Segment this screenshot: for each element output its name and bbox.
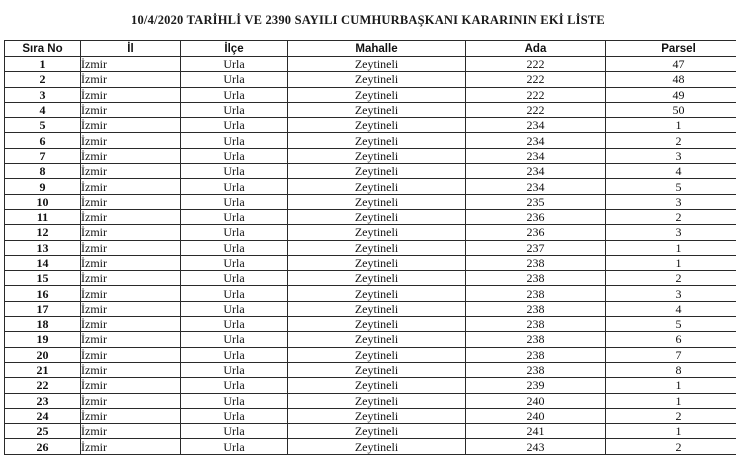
cell-il: İzmir: [81, 255, 181, 270]
cell-parsel: 47: [606, 57, 736, 72]
table-row: [5, 408, 736, 423]
table-row: [5, 393, 736, 408]
cell-il: İzmir: [81, 118, 181, 133]
table-row: [5, 424, 736, 439]
cell-parsel: 2: [606, 408, 736, 423]
cell-ada: 234: [466, 133, 606, 148]
cell-mahalle: Zeytineli: [288, 286, 466, 301]
table-row: [5, 332, 736, 347]
cell-ilce: Urla: [181, 255, 288, 270]
table-row: [5, 194, 736, 209]
cell-sira-no: 7: [5, 148, 81, 163]
cell-il: İzmir: [81, 362, 181, 377]
cell-parsel: 3: [606, 148, 736, 163]
cell-mahalle: Zeytineli: [288, 347, 466, 362]
cell-parsel: 1: [606, 255, 736, 270]
cell-mahalle: Zeytineli: [288, 439, 466, 454]
cell-ilce: Urla: [181, 408, 288, 423]
table-header-row: [5, 41, 736, 57]
cell-ilce: Urla: [181, 102, 288, 117]
table-row: [5, 57, 736, 72]
cell-ilce: Urla: [181, 362, 288, 377]
cell-sira-no: 23: [5, 393, 81, 408]
table-row: [5, 118, 736, 133]
cell-ada: 239: [466, 378, 606, 393]
cell-sira-no: 6: [5, 133, 81, 148]
cell-parsel: 1: [606, 424, 736, 439]
cell-il: İzmir: [81, 408, 181, 423]
cell-parsel: 4: [606, 164, 736, 179]
cell-il: İzmir: [81, 194, 181, 209]
cell-sira-no: 8: [5, 164, 81, 179]
cell-il: İzmir: [81, 286, 181, 301]
cell-il: İzmir: [81, 332, 181, 347]
table-row: [5, 148, 736, 163]
cell-sira-no: 5: [5, 118, 81, 133]
cell-il: İzmir: [81, 87, 181, 102]
cell-il: İzmir: [81, 225, 181, 240]
table-row: [5, 87, 736, 102]
table-row: [5, 240, 736, 255]
cell-ada: 234: [466, 179, 606, 194]
cell-ada: 241: [466, 424, 606, 439]
table-row: [5, 209, 736, 224]
cell-il: İzmir: [81, 317, 181, 332]
cell-sira-no: 26: [5, 439, 81, 454]
table-row: [5, 301, 736, 316]
cell-mahalle: Zeytineli: [288, 225, 466, 240]
cell-sira-no: 9: [5, 179, 81, 194]
cell-ada: 238: [466, 255, 606, 270]
cell-il: İzmir: [81, 102, 181, 117]
table-row: [5, 255, 736, 270]
cell-sira-no: 11: [5, 209, 81, 224]
cell-sira-no: 17: [5, 301, 81, 316]
header-mahalle: Mahalle: [288, 41, 466, 57]
cell-ilce: Urla: [181, 271, 288, 286]
table-row: [5, 317, 736, 332]
cell-ilce: Urla: [181, 133, 288, 148]
cell-sira-no: 18: [5, 317, 81, 332]
cell-parsel: 3: [606, 225, 736, 240]
table-row: [5, 164, 736, 179]
cell-il: İzmir: [81, 271, 181, 286]
cell-mahalle: Zeytineli: [288, 57, 466, 72]
cell-sira-no: 14: [5, 255, 81, 270]
cell-parsel: 7: [606, 347, 736, 362]
table-row: [5, 286, 736, 301]
table-row: [5, 378, 736, 393]
cell-mahalle: Zeytineli: [288, 72, 466, 87]
cell-il: İzmir: [81, 439, 181, 454]
cell-ada: 238: [466, 317, 606, 332]
cell-il: İzmir: [81, 133, 181, 148]
table-row: [5, 347, 736, 362]
cell-ada: 234: [466, 164, 606, 179]
cell-ilce: Urla: [181, 317, 288, 332]
cell-ada: 236: [466, 209, 606, 224]
table-row: [5, 133, 736, 148]
cell-sira-no: 1: [5, 57, 81, 72]
cell-ilce: Urla: [181, 118, 288, 133]
cell-ada: 240: [466, 393, 606, 408]
cell-mahalle: Zeytineli: [288, 424, 466, 439]
cell-sira-no: 25: [5, 424, 81, 439]
cell-il: İzmir: [81, 148, 181, 163]
cell-il: İzmir: [81, 57, 181, 72]
cell-ilce: Urla: [181, 57, 288, 72]
cell-ilce: Urla: [181, 301, 288, 316]
cell-parsel: 5: [606, 317, 736, 332]
cell-parsel: 6: [606, 332, 736, 347]
cell-ilce: Urla: [181, 378, 288, 393]
cell-ilce: Urla: [181, 393, 288, 408]
cell-parsel: 5: [606, 179, 736, 194]
cell-sira-no: 22: [5, 378, 81, 393]
cell-sira-no: 15: [5, 271, 81, 286]
cell-sira-no: 16: [5, 286, 81, 301]
header-parsel: Parsel: [606, 41, 736, 57]
cell-parsel: 3: [606, 194, 736, 209]
cell-mahalle: Zeytineli: [288, 332, 466, 347]
cell-mahalle: Zeytineli: [288, 133, 466, 148]
cell-parsel: 3: [606, 286, 736, 301]
cell-ilce: Urla: [181, 164, 288, 179]
cell-mahalle: Zeytineli: [288, 87, 466, 102]
cell-il: İzmir: [81, 240, 181, 255]
cell-ada: 235: [466, 194, 606, 209]
cell-mahalle: Zeytineli: [288, 408, 466, 423]
cell-ilce: Urla: [181, 87, 288, 102]
cell-parsel: 1: [606, 118, 736, 133]
cell-il: İzmir: [81, 424, 181, 439]
cell-ada: 222: [466, 57, 606, 72]
cell-ilce: Urla: [181, 347, 288, 362]
table-body: [5, 57, 736, 455]
table-row: [5, 362, 736, 377]
cell-ilce: Urla: [181, 439, 288, 454]
cell-ilce: Urla: [181, 286, 288, 301]
table-row: [5, 102, 736, 117]
cell-sira-no: 3: [5, 87, 81, 102]
cell-ada: 243: [466, 439, 606, 454]
cell-ada: 234: [466, 118, 606, 133]
cell-parsel: 2: [606, 133, 736, 148]
cell-sira-no: 12: [5, 225, 81, 240]
header-sira-no: Sıra No: [5, 41, 81, 57]
cell-parsel: 2: [606, 439, 736, 454]
cell-ada: 222: [466, 102, 606, 117]
cell-parsel: 4: [606, 301, 736, 316]
cell-mahalle: Zeytineli: [288, 194, 466, 209]
cell-parsel: 8: [606, 362, 736, 377]
cell-parsel: 2: [606, 209, 736, 224]
cell-ilce: Urla: [181, 240, 288, 255]
parcel-list-table: [4, 40, 736, 455]
cell-ilce: Urla: [181, 209, 288, 224]
cell-il: İzmir: [81, 378, 181, 393]
cell-sira-no: 19: [5, 332, 81, 347]
cell-mahalle: Zeytineli: [288, 301, 466, 316]
cell-sira-no: 24: [5, 408, 81, 423]
cell-ilce: Urla: [181, 72, 288, 87]
cell-mahalle: Zeytineli: [288, 102, 466, 117]
table-row: [5, 72, 736, 87]
cell-il: İzmir: [81, 393, 181, 408]
cell-ilce: Urla: [181, 148, 288, 163]
cell-sira-no: 2: [5, 72, 81, 87]
cell-mahalle: Zeytineli: [288, 378, 466, 393]
cell-mahalle: Zeytineli: [288, 209, 466, 224]
cell-sira-no: 21: [5, 362, 81, 377]
cell-sira-no: 20: [5, 347, 81, 362]
document-title: 10/4/2020 TARİHLİ VE 2390 SAYILI CUMHURBAŞKANI KARARININ EKİ LİSTE: [131, 13, 605, 27]
cell-il: İzmir: [81, 347, 181, 362]
cell-sira-no: 13: [5, 240, 81, 255]
table-row: [5, 225, 736, 240]
cell-parsel: 1: [606, 393, 736, 408]
cell-sira-no: 10: [5, 194, 81, 209]
cell-ada: 238: [466, 271, 606, 286]
cell-il: İzmir: [81, 209, 181, 224]
cell-ada: 234: [466, 148, 606, 163]
cell-mahalle: Zeytineli: [288, 362, 466, 377]
cell-il: İzmir: [81, 164, 181, 179]
cell-ada: 238: [466, 332, 606, 347]
cell-mahalle: Zeytineli: [288, 118, 466, 133]
cell-mahalle: Zeytineli: [288, 164, 466, 179]
cell-ilce: Urla: [181, 194, 288, 209]
cell-ada: 238: [466, 301, 606, 316]
cell-mahalle: Zeytineli: [288, 271, 466, 286]
cell-il: İzmir: [81, 179, 181, 194]
table-row: [5, 271, 736, 286]
cell-ilce: Urla: [181, 225, 288, 240]
cell-mahalle: Zeytineli: [288, 179, 466, 194]
table-row: [5, 179, 736, 194]
cell-parsel: 50: [606, 102, 736, 117]
cell-mahalle: Zeytineli: [288, 393, 466, 408]
cell-parsel: 49: [606, 87, 736, 102]
cell-sira-no: 4: [5, 102, 81, 117]
cell-ilce: Urla: [181, 332, 288, 347]
cell-ada: 238: [466, 347, 606, 362]
cell-il: İzmir: [81, 301, 181, 316]
cell-parsel: 1: [606, 378, 736, 393]
header-ilce: İlçe: [181, 41, 288, 57]
header-il: İl: [81, 41, 181, 57]
cell-ada: 240: [466, 408, 606, 423]
cell-mahalle: Zeytineli: [288, 255, 466, 270]
table-row: [5, 439, 736, 454]
cell-ada: 222: [466, 72, 606, 87]
cell-parsel: 1: [606, 240, 736, 255]
cell-parsel: 2: [606, 271, 736, 286]
cell-ada: 238: [466, 286, 606, 301]
cell-ada: 236: [466, 225, 606, 240]
cell-parsel: 48: [606, 72, 736, 87]
cell-ilce: Urla: [181, 424, 288, 439]
cell-mahalle: Zeytineli: [288, 148, 466, 163]
cell-ada: 237: [466, 240, 606, 255]
cell-ada: 238: [466, 362, 606, 377]
cell-il: İzmir: [81, 72, 181, 87]
header-ada: Ada: [466, 41, 606, 57]
cell-ilce: Urla: [181, 179, 288, 194]
cell-mahalle: Zeytineli: [288, 240, 466, 255]
cell-ada: 222: [466, 87, 606, 102]
cell-mahalle: Zeytineli: [288, 317, 466, 332]
